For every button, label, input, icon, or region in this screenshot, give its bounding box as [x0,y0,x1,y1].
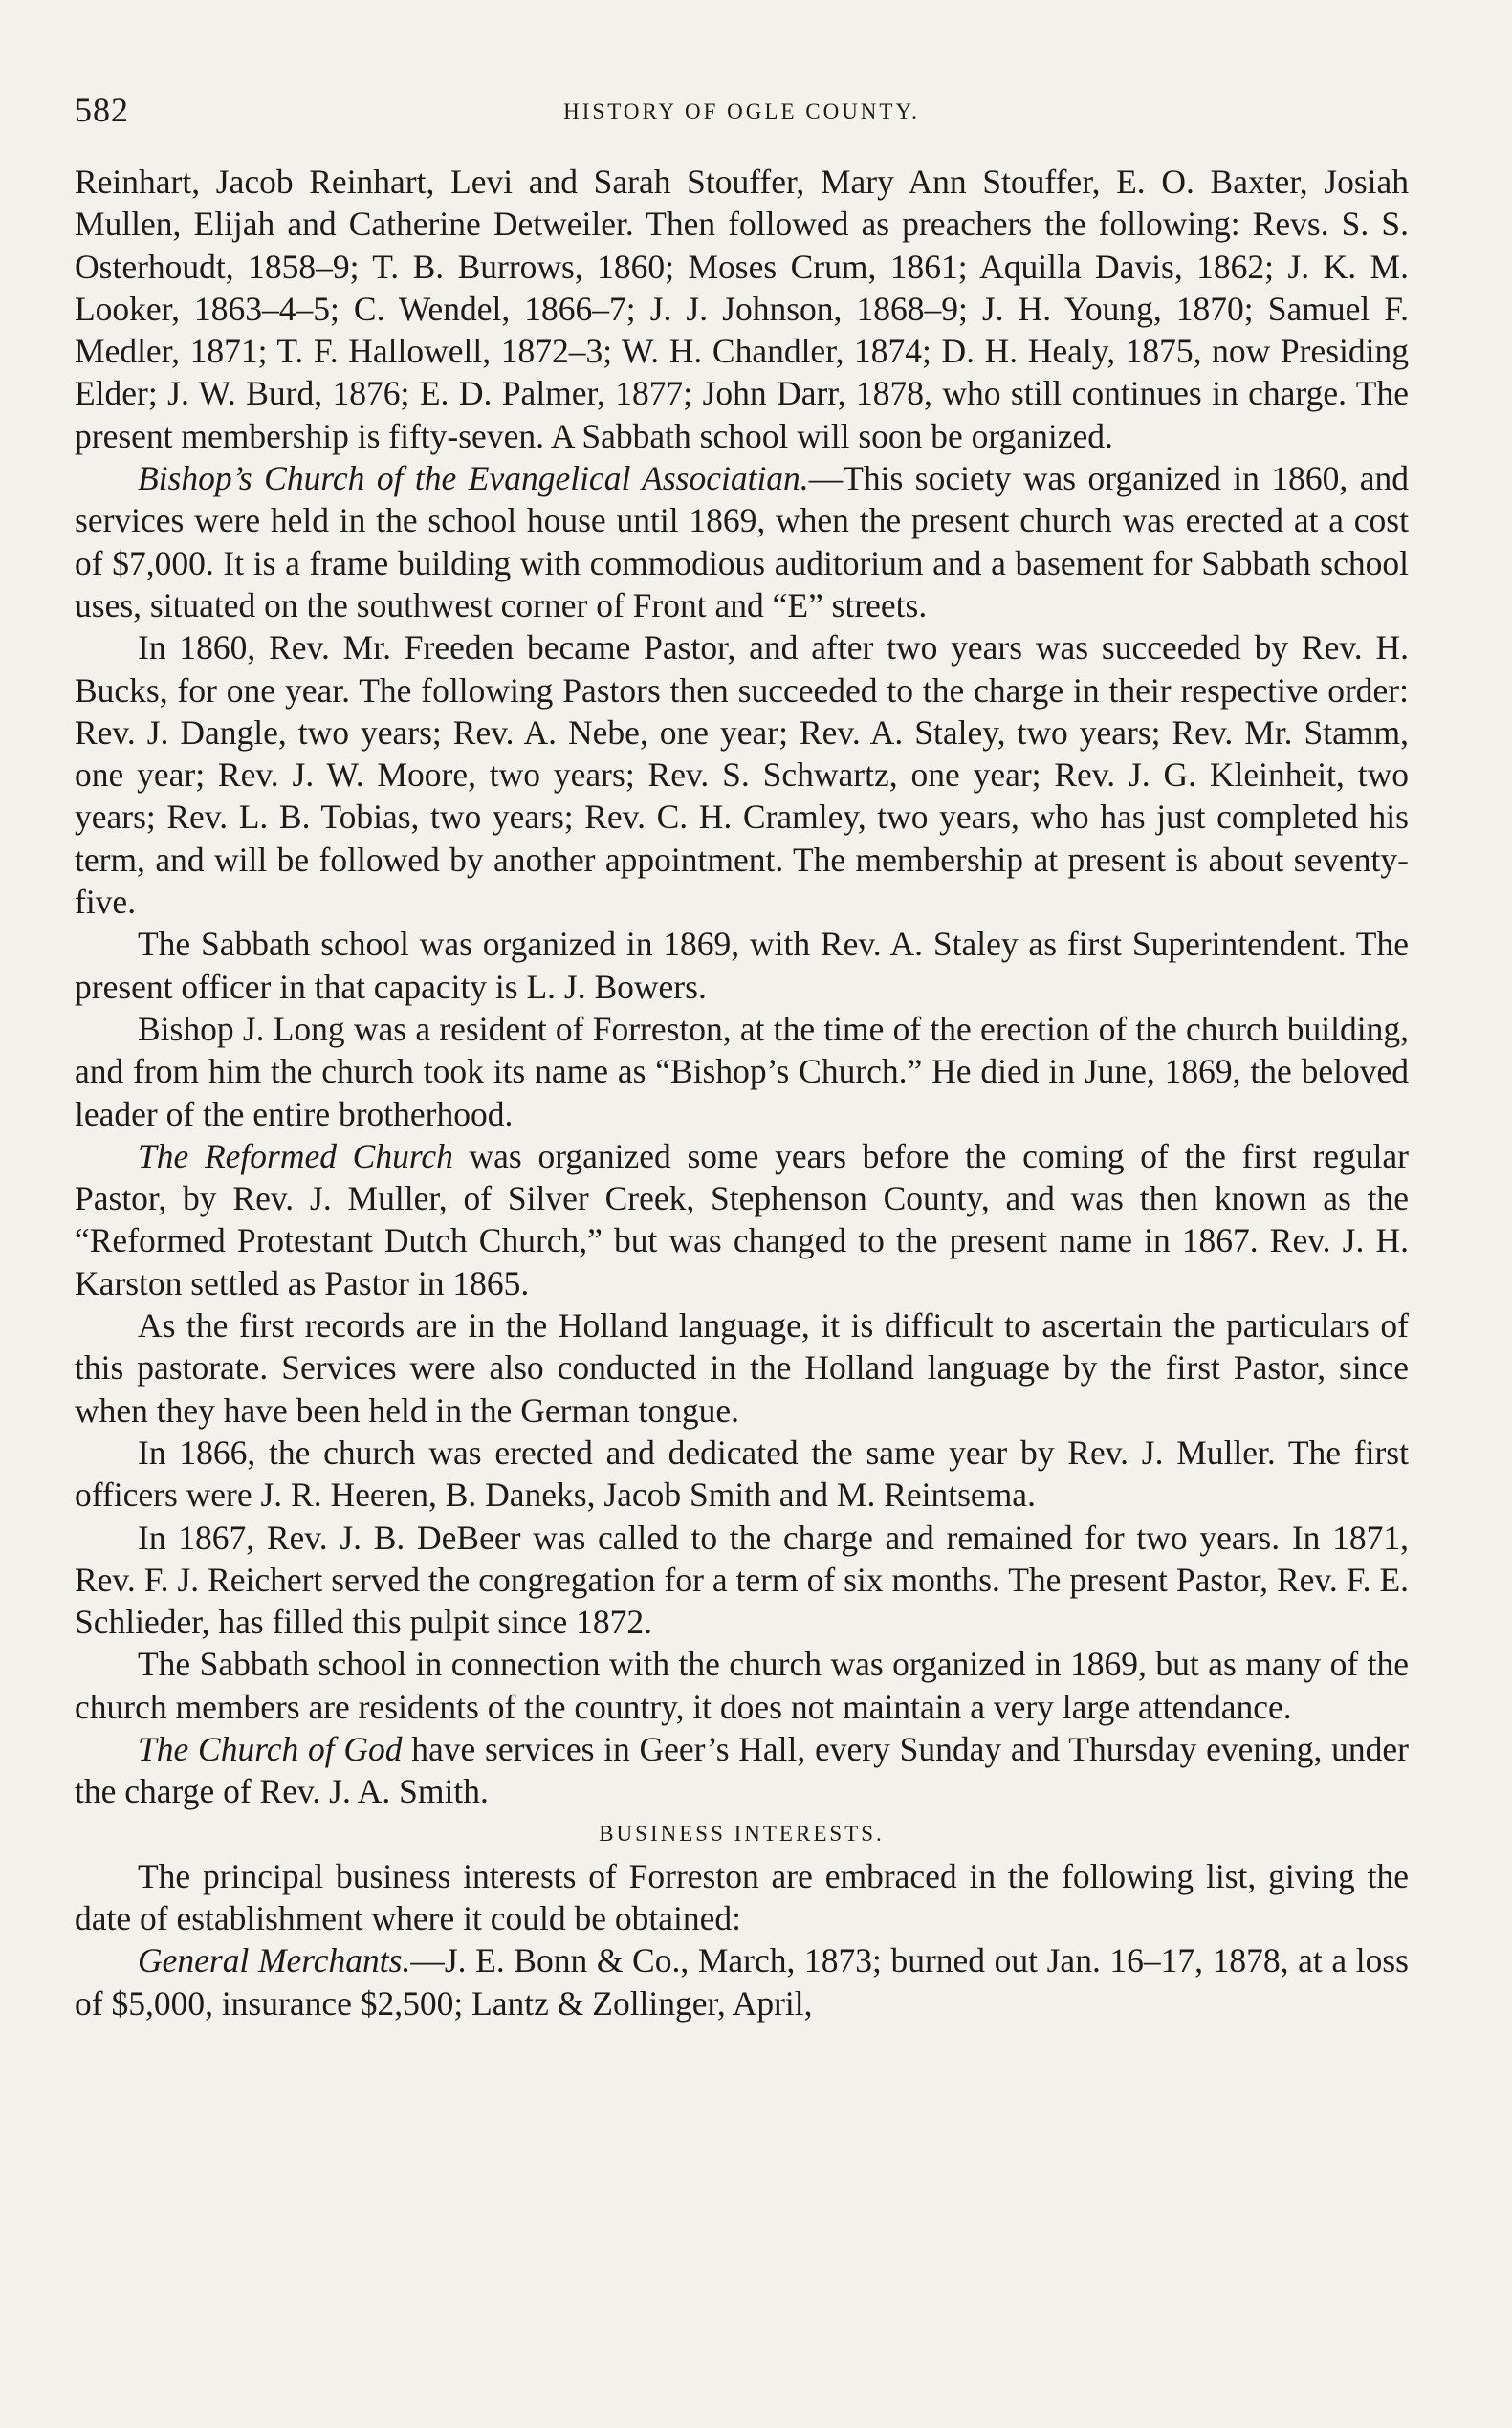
paragraph-bishops-church [75,457,1409,626]
paragraph-text: The Sabbath school in connection with the church was organized in 1869, but as many of the church members are residents of the country, it does not maintain a very large attendance. [75,1645,1409,1726]
paragraph-lead: The Reformed Church [138,1136,453,1175]
paragraph-lead: The Church of God [138,1729,403,1768]
body-text [75,161,1409,2024]
paragraph-reformed-church [75,1135,1409,1304]
paragraph-text: Reinhart, Jacob Reinhart, Levi and Sarah Stouffer, Mary Ann Stouffer, E. O. Baxter, Josiah Mullen, Elijah and Catherine Detweiler. Then followed as preachers the following: Revs. S. S. Osterhoudt, 1858–9; T. B. Burrows, 1860; Moses Crum, 1861; Aquilla Davis, 1862; J. K. M. Looker, 1863–4–5; C. Wendel, 1866–7; J. J. Johnson, 1868–9; J. H. Young, 1870; Samuel F. Medler, 1871; T. F. Hallowell, 1872–3; W. H. Chandler, 1874; D. H. Healy, 1875, now Presiding Elder; J. W. Burd, 1876; E. D. Palmer, 1877; John Darr, 1878, who still continues in charge. The present membership is fifty-seven. A Sabbath school will soon be organized. [75,163,1409,455]
paragraph-church-erected [75,1432,1409,1517]
paragraph-text: —This society was organized in 1860, and services were held in the school house until 1869, when the present church was erected at a cost of $7,000. It is a frame building with commodious auditorium and a basement for Sabbath school uses, situated on the southwest corner of Front and “E” streets. [75,459,1410,624]
paragraph-lead: General Merchants. [138,1941,411,1980]
paragraph-later-pastors [75,1517,1409,1644]
paragraph-holland-records [75,1304,1409,1432]
paragraph-pastors [75,626,1409,923]
paragraph-text: In 1867, Rev. J. B. DeBeer was called to the charge and remained for two years. In 1871, Rev. F. J. Reichert served the congregation for a term of six months. The present Pastor, Rev. F. E. Schlieder, has filled this pulpit since 1872. [75,1518,1409,1642]
paragraph-continued-membership [75,161,1409,457]
paragraph-sabbath-school [75,923,1409,1008]
running-head [75,84,1409,142]
paragraph-school-attendance [75,1643,1409,1728]
paragraph-church-of-god [75,1728,1409,1813]
paragraph-text: —J. E. Bonn & Co., March, 1873; burned out Jan. 16–17, 1878, at a loss of $5,000, insurance $2,500; Lantz & Zollinger, April, [75,1941,1409,2023]
paragraph-text: The principal business interests of Forreston are embraced in the following list, giving the date of establishment where it could be obtained: [75,1856,1409,1938]
paragraph-text: have services in Geer’s Hall, every Sunday and Thursday evening, under the charge of Rev. J. A. Smith. [75,1729,1409,1811]
paragraph-text: As the first records are in the Holland language, it is difficult to ascertain the particulars of this pastorate. Services were also conducted in the Holland language by the first Pastor, since when they have been held in the German tongue. [75,1306,1409,1430]
book-page [75,84,1409,2024]
paragraph-text: In 1866, the church was erected and dedicated the same year by Rev. J. Muller. The first officers were J. R. Heeren, B. Daneks, Jacob Smith and M. Reintsema. [75,1433,1409,1515]
paragraph-text: Bishop J. Long was a resident of Forreston, at the time of the erection of the church building, and from him the church took its name as “Bishop’s Church.” He died in June, 1869, the beloved leader of the entire brotherhood. [75,1009,1409,1133]
paragraph-business-intro [75,1855,1409,1940]
paragraph-lead: Bishop’s Church of the Evangelical Associatian. [138,459,809,498]
paragraph-text: was organized some years before the coming of the first regular Pastor, by Rev. J. Muller, of Silver Creek, Stephenson County, and was then known as the “Reformed Protestant Dutch Church,” but was changed to the present name in 1867. Rev. J. H. Karston settled as Pastor in 1865. [75,1136,1409,1302]
paragraph-general-merchants [75,1939,1409,2024]
paragraph-text: The Sabbath school was organized in 1869, with Rev. A. Staley as first Superintendent. The present officer in that capacity is L. J. Bowers. [75,925,1409,1006]
section-heading: BUSINESS INTERESTS. [599,1821,885,1846]
running-title: HISTORY OF OGLE COUNTY. [563,99,920,123]
paragraph-text: In 1860, Rev. Mr. Freeden became Pastor, and after two years was succeeded by Rev. H. Bucks, for one year. The following Pastors then succeeded to the charge in their respective order: Rev. J. Dangle, two years; Rev. A. Nebe, one year; Rev. A. Staley, two years; Rev. Mr. Stamm, one year; Rev. J. W. Moore, two years; Rev. S. Schwartz, one year; Rev. J. G. Kleinheit, two years; Rev. L. B. Tobias, two years; Rev. C. H. Cramley, two years, who has just completed his term, and will be followed by another appointment. The membership at present is about seventy-five. [75,628,1409,922]
paragraph-bishop-long [75,1008,1409,1135]
page-number: 582 [75,91,129,129]
